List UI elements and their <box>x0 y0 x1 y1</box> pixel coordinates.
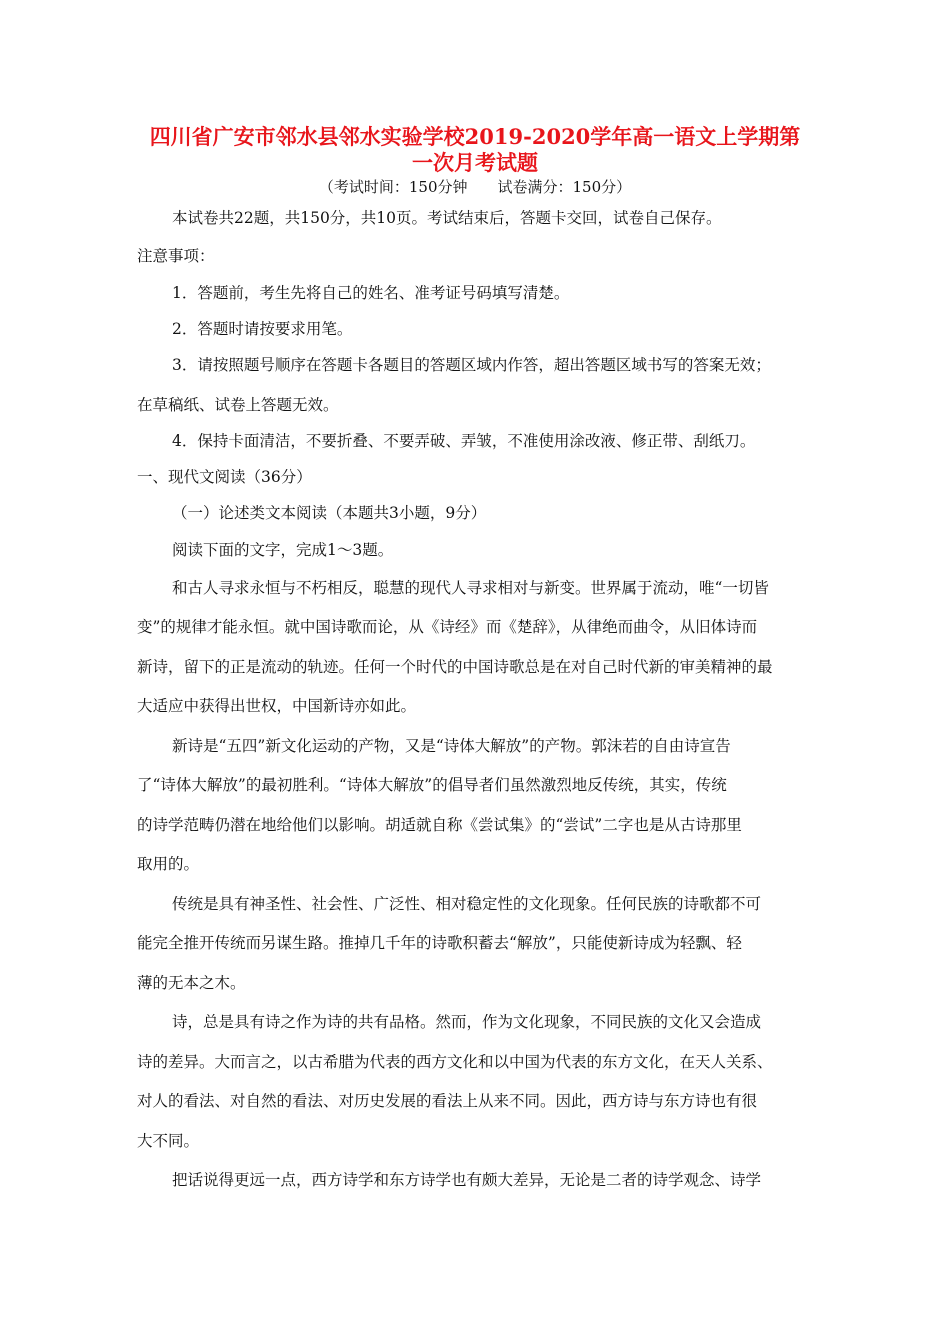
notice-item-1: 1．答题前，考生先将自己的姓名、准考证号码填写清楚。 <box>172 284 570 302</box>
exam-time-and-score: （考试时间：150分钟 试卷满分：150分） <box>318 178 632 196</box>
passage-line: 变”的规律才能永恒。就中国诗歌而论，从《诗经》而《楚辞》，从律绝而曲令，从旧体诗而 <box>137 618 758 636</box>
passage-line: 薄的无本之木。 <box>137 974 246 992</box>
passage-line: 新诗是“五四”新文化运动的产物，又是“诗体大解放”的产物。郭沫若的自由诗宣告 <box>172 737 731 755</box>
passage-line: 能完全推开传统而另谋生路。推掉几千年的诗歌积蓄去“解放”，只能使新诗成为轻飘、轻 <box>137 934 742 952</box>
document-title-line-1: 四川省广安市邻水县邻水实验学校2019-2020学年高一语文上学期第 <box>149 124 801 149</box>
passage-line: 新诗，留下的正是流动的轨迹。任何一个时代的中国诗歌总是在对自己时代新的审美精神的最 <box>137 658 773 676</box>
notice-item-4: 4．保持卡面清洁，不要折叠、不要弄破、弄皱，不准使用涂改液、修正带、刮纸刀。 <box>172 432 756 450</box>
notice-item-3: 3．请按照题号顺序在答题卡各题目的答题区域内作答，超出答题区域书写的答案无效； <box>172 356 771 374</box>
passage-line: 了“诗体大解放”的最初胜利。“诗体大解放”的倡导者们虽然激烈地反传统，其实，传统 <box>137 776 727 794</box>
subsection-heading: （一）论述类文本阅读（本题共3小题，9分） <box>172 504 487 522</box>
notice-item-3-continued: 在草稿纸、试卷上答题无效。 <box>137 396 339 414</box>
passage-line: 大适应中获得出世权，中国新诗亦如此。 <box>137 697 417 715</box>
passage-line: 大不同。 <box>137 1132 200 1150</box>
passage-line: 对人的看法、对自然的看法、对历史发展的看法上从来不同。因此，西方诗与东方诗也有很 <box>137 1092 758 1110</box>
notice-heading: 注意事项： <box>137 247 215 265</box>
passage-line: 和古人寻求永恒与不朽相反，聪慧的现代人寻求相对与新变。世界属于流动，唯“一切皆 <box>172 579 769 597</box>
passage-line: 的诗学范畴仍潜在地给他们以影响。胡适就自称《尝试集》的“尝试”二字也是从古诗那里 <box>137 816 742 834</box>
notice-item-2: 2．答题时请按要求用笔。 <box>172 320 353 338</box>
document-title-line-2: 一次月考试题 <box>412 150 538 175</box>
passage-line: 诗，总是具有诗之作为诗的共有品格。然而，作为文化现象，不同民族的文化又会造成 <box>172 1013 762 1031</box>
intro-paragraph: 本试卷共22题，共150分，共10页。考试结束后，答题卡交回，试卷自己保存。 <box>172 209 722 227</box>
section-heading: 一、现代文阅读（36分） <box>137 468 312 486</box>
passage-line: 诗的差异。大而言之，以古希腊为代表的西方文化和以中国为代表的东方文化，在天人关系、 <box>137 1053 773 1071</box>
reading-instruction: 阅读下面的文字，完成1～3题。 <box>172 541 394 559</box>
passage-line: 把话说得更远一点，西方诗学和东方诗学也有颇大差异，无论是二者的诗学观念、诗学 <box>172 1171 762 1189</box>
passage-line: 传统是具有神圣性、社会性、广泛性、相对稳定性的文化现象。任何民族的诗歌都不可 <box>172 895 762 913</box>
passage-line: 取用的。 <box>137 855 200 873</box>
